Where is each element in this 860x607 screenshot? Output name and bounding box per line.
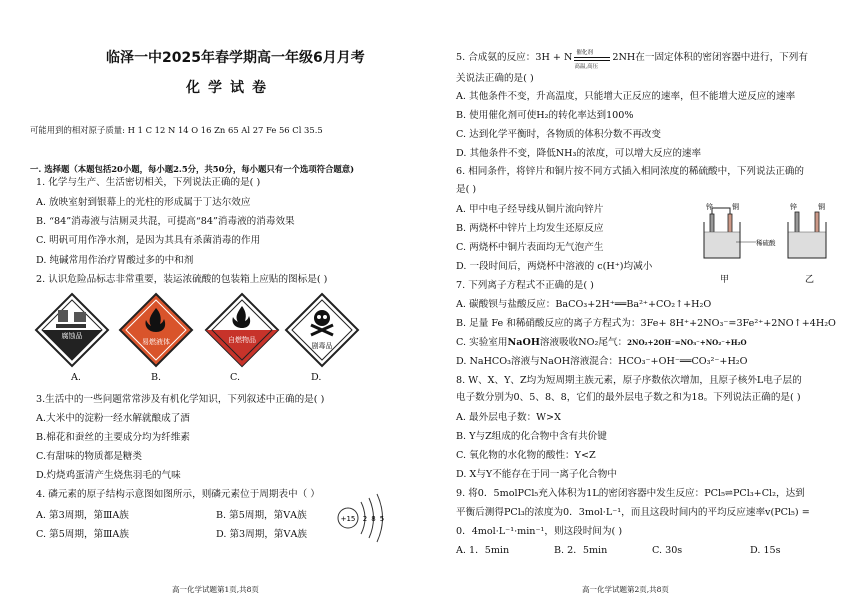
question-8: 8. W、X、Y、Z均为短周期主族元素，原子序数依次增加，且原子核外L电子层的 bbox=[456, 375, 802, 386]
exam-subtitle: 化学试卷 bbox=[186, 80, 274, 96]
hazard-d-label: D. bbox=[311, 372, 322, 383]
q9-option-c: C. 30s bbox=[652, 545, 683, 556]
q7c-text-mid: 溶液吸收NO₂尾气： bbox=[539, 337, 628, 348]
phosphorus-atom-diagram bbox=[336, 488, 396, 552]
left-page-footer: 高一化学试题第1页,共8页 bbox=[172, 585, 259, 594]
question-7: 7. 下列离子方程式不正确的是( ) bbox=[456, 280, 594, 291]
q5-conditions: 高温,高压 bbox=[574, 64, 599, 70]
q6-option-a: A. 甲中电子经导线从铜片流向锌片 bbox=[456, 204, 604, 215]
atomic-masses: 可能用到的相对原子质量: H 1 C 12 N 14 O 16 Zn 65 Al 27 Fe 56 Cl 35.5 bbox=[30, 125, 323, 135]
q8-option-c: C. 氧化物的水化物的酸性：Y<Z bbox=[456, 450, 596, 461]
hazard-a-label: A. bbox=[71, 372, 81, 383]
hazard-c-text: 自燃物品 bbox=[228, 336, 256, 344]
q5-text-pre: 5. 合成氨的反应：3H bbox=[456, 52, 550, 63]
q5-text-post: 2NH bbox=[612, 52, 636, 63]
q5-option-a: A. 其他条件不变，升高温度，只能增大正反应的速率，但不能增大逆反应的速率 bbox=[456, 91, 796, 102]
hazard-a-text: 腐蚀品 bbox=[61, 332, 83, 340]
q8-option-a: A. 最外层电子数：W>X bbox=[456, 412, 561, 423]
hazard-c-label: C. bbox=[230, 372, 241, 383]
apparatus-cu-1: 铜 bbox=[732, 203, 739, 211]
q9-option-b: B. 2．5min bbox=[554, 545, 608, 556]
q1-option-c: C. 明矾可用作净水剂，是因为其具有杀菌消毒的作用 bbox=[36, 235, 261, 246]
hazard-flammable-sign bbox=[118, 292, 194, 372]
q4-option-d: D. 第3周期，第ⅤA族 bbox=[216, 529, 307, 540]
q3-option-a: A.大米中的淀粉一经水解就酿成了酒 bbox=[36, 413, 190, 424]
q5-text-mid: + N bbox=[549, 52, 573, 63]
q7c-naoh: NaOH bbox=[507, 337, 540, 348]
hazard-spontaneous-sign bbox=[204, 292, 280, 372]
apparatus-acid-label: 稀硫酸 bbox=[756, 239, 776, 247]
q5-catalyst: 催化剂 bbox=[576, 50, 593, 56]
q5-option-c: C. 达到化学平衡时，各物质的体积分数不再改变 bbox=[456, 129, 661, 140]
hazard-d-text: 剧毒品 bbox=[311, 342, 333, 350]
galvanic-cell-diagram bbox=[698, 200, 848, 294]
hazard-corrosive-sign bbox=[34, 292, 110, 372]
q5-option-d: D. 其他条件不变，降低NH₃的浓度，可以增大反应的速率 bbox=[456, 148, 702, 159]
right-page-footer: 高一化学试题第2页,共8页 bbox=[582, 585, 669, 594]
atom-nucleus: +15 bbox=[340, 515, 356, 523]
atom-shell-1: 2 bbox=[362, 515, 368, 523]
question-3: 3.生活中的一些问题常常涉及有机化学知识，下列叙述中正确的是( ) bbox=[36, 394, 325, 405]
q7c-equation: 2NO₂+2OH⁻=NO₃⁻+NO₂⁻+H₂O bbox=[627, 338, 747, 347]
q6-line-2: 是( ) bbox=[456, 184, 477, 195]
q7-option-d: D. NaHCO₃溶液与NaOH溶液混合：HCO₃⁻+OH⁻══CO₃²⁻+H₂O bbox=[456, 356, 748, 367]
q6-option-b: B. 两烧杯中锌片上均发生还原反应 bbox=[456, 223, 604, 234]
exam-title: 临泽一中2025年春学期高一年级6月月考 bbox=[106, 50, 365, 66]
question-5 bbox=[456, 50, 808, 70]
q3-option-c: C.有甜味的物质都是糖类 bbox=[36, 451, 142, 462]
apparatus-label-jia: 甲 bbox=[720, 275, 730, 285]
q7-option-b: B. 足量 Fe 和稀硝酸反应的离子方程式为：3Fe+ 8H⁺+2NO₃⁻=3Fe²⁺+2NO↑+4H₂O bbox=[456, 318, 836, 329]
q9-line-3: 0．4mol·L⁻¹·min⁻¹，则这段时间为( ) bbox=[456, 526, 623, 537]
q1-option-a: A. 放映室射到银幕上的光柱的形成属于丁达尔效应 bbox=[36, 197, 251, 208]
question-4: 4. 磷元素的原子结构示意图如图所示，则磷元素位于周期表中（ ） bbox=[36, 489, 320, 500]
q6-option-c: C. 两烧杯中铜片表面均无气泡产生 bbox=[456, 242, 604, 253]
right-page bbox=[430, 0, 860, 607]
atom-shell-2: 8 bbox=[371, 515, 376, 523]
q8-line-2: 电子数分别为0、5、8、8，它们的最外层电子数之和为18。下列说法正确的是( ) bbox=[456, 392, 801, 403]
q5-text-tail: 在一固定体积的密闭容器中进行，下列有 bbox=[635, 52, 808, 63]
q9-option-d: D. 15s bbox=[750, 545, 781, 556]
q7c-text-pre: C. 实验室用 bbox=[456, 337, 508, 348]
q8-option-b: B. Y与Z组成的化合物中含有共价键 bbox=[456, 431, 607, 442]
hazard-b-text: 易燃液体 bbox=[142, 338, 170, 346]
q4-option-b: B. 第5周期，第ⅤA族 bbox=[216, 510, 307, 521]
apparatus-label-yi: 乙 bbox=[805, 275, 815, 285]
apparatus-zn-2: 锌 bbox=[790, 203, 797, 211]
q3-option-b: B.棉花和蚕丝的主要成分均为纤维素 bbox=[36, 432, 191, 443]
q3-option-d: D.灼烧鸡蛋清产生烧焦羽毛的气味 bbox=[36, 470, 181, 481]
question-9: 9. 将0．5molPCl₅充入体积为1L的密闭容器中发生反应：PCl₅⇌PCl₃+Cl₂，达到 bbox=[456, 488, 805, 499]
hazard-b-label: B. bbox=[151, 372, 162, 383]
q1-option-b: B. “84”消毒液与洁厕灵共混，可提高“84”消毒液的消毒效果 bbox=[36, 216, 295, 227]
q7-option-c bbox=[456, 337, 747, 349]
q9-option-a: A. 1．5min bbox=[456, 545, 510, 556]
q1-option-d: D. 纯碱常用作治疗胃酸过多的中和剂 bbox=[36, 255, 194, 266]
q8-option-d: D. X与Y不能存在于同一离子化合物中 bbox=[456, 469, 617, 480]
question-1: 1. 化学与生产、生活密切相关，下列说法正确的是( ) bbox=[36, 177, 261, 188]
apparatus-cu-2: 铜 bbox=[818, 203, 825, 211]
q5-reaction-arrow bbox=[572, 50, 612, 70]
question-6: 6. 相同条件，将锌片和铜片按不同方式插入相同浓度的稀硫酸中，下列说法正确的 bbox=[456, 166, 804, 177]
q5-line-2: 关说法正确的是( ) bbox=[456, 73, 534, 84]
question-2: 2. 认识危险品标志非常重要，装运浓硫酸的包装箱上应贴的图标是( ) bbox=[36, 274, 328, 285]
q5-option-b: B. 使用催化剂可使H₂的转化率达到100% bbox=[456, 110, 634, 121]
q9-line-2: 平衡后测得PCl₃的浓度为0．3mol·L⁻¹，而且这段时间内的平均反应速率v(PCl₅) = bbox=[456, 507, 810, 518]
q4-option-c: C. 第5周期，第ⅢA族 bbox=[36, 529, 129, 540]
atom-shell-3: 5 bbox=[379, 515, 385, 523]
q4-option-a: A. 第3周期，第ⅢA族 bbox=[36, 510, 129, 521]
hazard-toxic-sign bbox=[284, 292, 360, 372]
q6-option-d: D. 一段时间后，两烧杯中溶液的 c(H⁺)均减小 bbox=[456, 261, 653, 272]
apparatus-zn-1: 锌 bbox=[706, 203, 713, 211]
q7-option-a: A. 碳酸钡与盐酸反应：BaCO₃+2H⁺══Ba²⁺+CO₂↑+H₂O bbox=[456, 299, 712, 310]
section-one-heading: 一. 选择题（本题包括20小题，每小题2.5分，共50分，每小题只有一个选项符合题意) bbox=[30, 164, 355, 174]
